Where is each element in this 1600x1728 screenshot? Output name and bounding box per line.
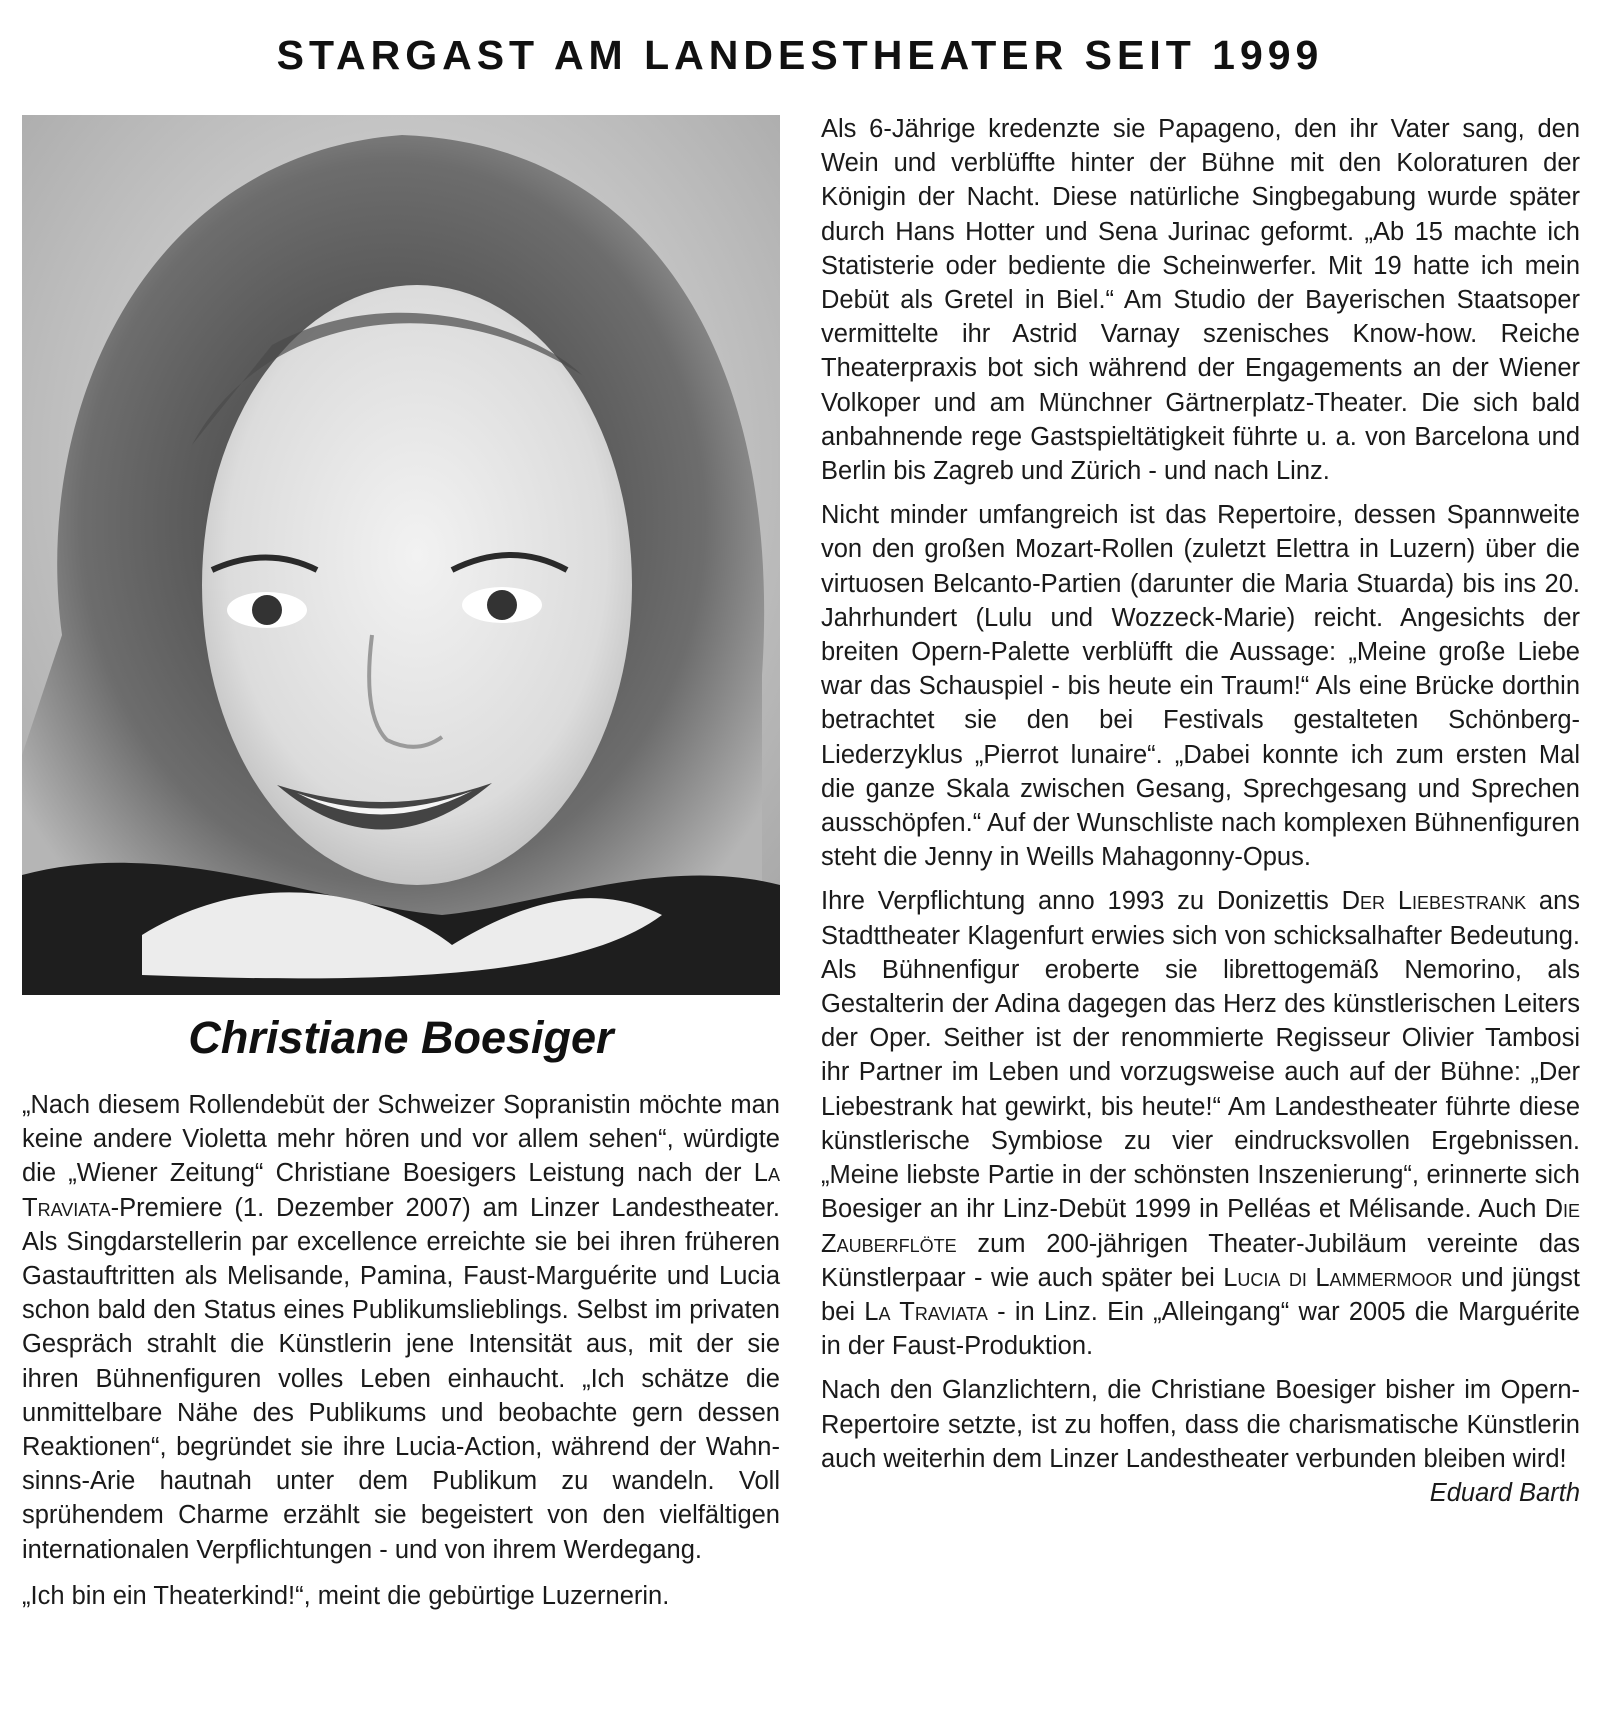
paragraph bbox=[22, 1088, 780, 1567]
paragraph bbox=[821, 884, 1580, 1363]
portrait-photo bbox=[22, 115, 780, 995]
paragraph-text: ans Stadttheater Klagenfurt erwies sich von schicksalhafter Bedeutung. Als Bühnenfigur eroberte sie librettogemäß Nemorino, als Gestalterin der Adina dagegen das Herz des künstlerischen Leiters der Oper. Seither ist der renommierte Regisseur Olivier Tambosi ihr Partner im Leben und vorzugsweise auch auf der Bühne: „Der Liebestrank hat gewirkt, bis heute!“ Am Landestheater führte diese künstlerische Symbiose zu vier eindrucksvollen Ergebnissen. „Meine liebste Partie in der schönsten Inszenierung“, erinnerte sich Boesiger an ihr Linz-Debüt 1999 in Pelléas et Mélisande. Auch bbox=[821, 887, 1581, 1224]
paragraph-text: Nach den Glanzlichtern, die Christiane Boesiger bisher im Opern-Repertoire setzte, ist zu hoffen, dass die charismatische Künstlerin auch weiterhin dem Linzer Landestheater verbunden bleiben wird! bbox=[821, 1376, 1580, 1473]
paragraph-text: -Premiere (1. Dezember 2007) am Linzer Landestheater. Als Singdarstellerin par excellence erreichte sie bei ihren früheren Gastauftritten als Melisande, Pamina, Faust-Marguérite und Lucia schon bald den Status eines Publikumslieblings. Selbst im privaten Gespräch strahlt die Künstlerin jene Intensität aus, mit der sie ihren Bühnenfiguren volles Leben einhaucht. „Ich schätze die unmittelbare Nähe des Publikums und beobachte gern dessen Reaktionen“, begründet sie ihre Lucia-Action, während der Wahnsinns-Arie hautnah unter dem Publikum zu wandeln. Voll sprühendem Charme erzählt sie begeistert von den vielfältigen internationalen Verpflichtungen - und von ihrem Werdegang. bbox=[22, 1193, 780, 1564]
opera-title: Der Liebestrank bbox=[1341, 887, 1527, 916]
portrait-caption-name: Christiane Boesiger bbox=[188, 1012, 614, 1063]
article-column-left bbox=[22, 1088, 780, 1613]
paragraph-text: zum 200-jährigen Theater-Jubiläum vereinte das Künstlerpaar - wie auch später bei bbox=[821, 1229, 1580, 1292]
paragraph bbox=[821, 1373, 1580, 1507]
paragraph: Als 6-Jährige kredenzte sie Papageno, den ihr Vater sang, den Wein und verblüffte hinter der Bühne mit den Koloraturen der Königin der Nacht. Diese natürliche Singbegabung wurde später durch Hans Hotter und Sena Jurinac geformt. „Ab 15 machte ich Statisterie oder bediente die Scheinwerfer. Mit 19 hatte ich mein Debüt als Gretel in Biel.“ Am Studio der Bayerischen Staatsoper vermittelte ihr Astrid Varnay szenisches Know-how. Reiche Theaterpraxis bot sich während der Engagements an der Wiener Volkoper und am Münchner Gärtnerplatz-Theater. Die sich bald anbahnende rege Gastspieltätigkeit führte u. a. von Barcelona und Berlin bis Zagreb und Zürich - und nach Linz. bbox=[821, 115, 1580, 486]
opera-title: Lucia di Lammermoor bbox=[1223, 1263, 1453, 1292]
article-column-right bbox=[821, 112, 1580, 1510]
paragraph-text: - in Linz. Ein „Alleingang“ war 2005 die Marguérite in der Faust-Produktion. bbox=[821, 1297, 1580, 1361]
article-headline: STARGAST AM LANDESTHEATER SEIT 1999 bbox=[276, 32, 1324, 78]
paragraph-text: „Nach diesem Rollendebüt der Schweizer Sopranistin möchte man keine andere Violetta mehr hören und vor allem sehen“, würdigte die „Wiener Zeitung“ Christiane Boesigers Leistung nach der bbox=[22, 1091, 780, 1188]
author-signature: Eduard Barth bbox=[1429, 1478, 1580, 1507]
opera-title: La Traviata bbox=[22, 1159, 780, 1222]
paragraph-text: und jüngst bei bbox=[821, 1263, 1580, 1326]
paragraph: „Ich bin ein Theaterkind!“, meint die gebürtige Luzernerin. bbox=[22, 1581, 670, 1610]
paragraph: Nicht minder umfangreich ist das Repertoire, dessen Spannweite von den großen Mozart-Rollen (zuletzt Elettra in Luzern) über die virtuosen Belcanto-Partien (darunter die Maria Stuarda) bis ins 20. Jahrhundert (Lulu und Wozzeck-Marie) reicht. Angesichts der breiten Opern-Palette verblüfft die Aussage: „Meine große Liebe war das Schauspiel - bis heute ein Traum!“ Als eine Brücke dorthin betrachtet sie den bei Festivals gestalteten Schönberg-Liederzyklus „Pierrot lunaire“. „Dabei konnte ich zum ersten Mal die ganze Skala zwischen Gesang, Sprechgesang und Sprechen ausschöpfen.“ Auf der Wunschliste nach komplexen Bühnenfiguren steht die Jenny in Weills Mahagonny-Opus. bbox=[821, 501, 1580, 872]
opera-title: Die Zauberflöte bbox=[821, 1195, 1580, 1258]
paragraph-text: Ihre Verpflichtung anno 1993 zu Donizettis bbox=[821, 887, 1342, 916]
opera-title: La Traviata bbox=[864, 1297, 988, 1326]
